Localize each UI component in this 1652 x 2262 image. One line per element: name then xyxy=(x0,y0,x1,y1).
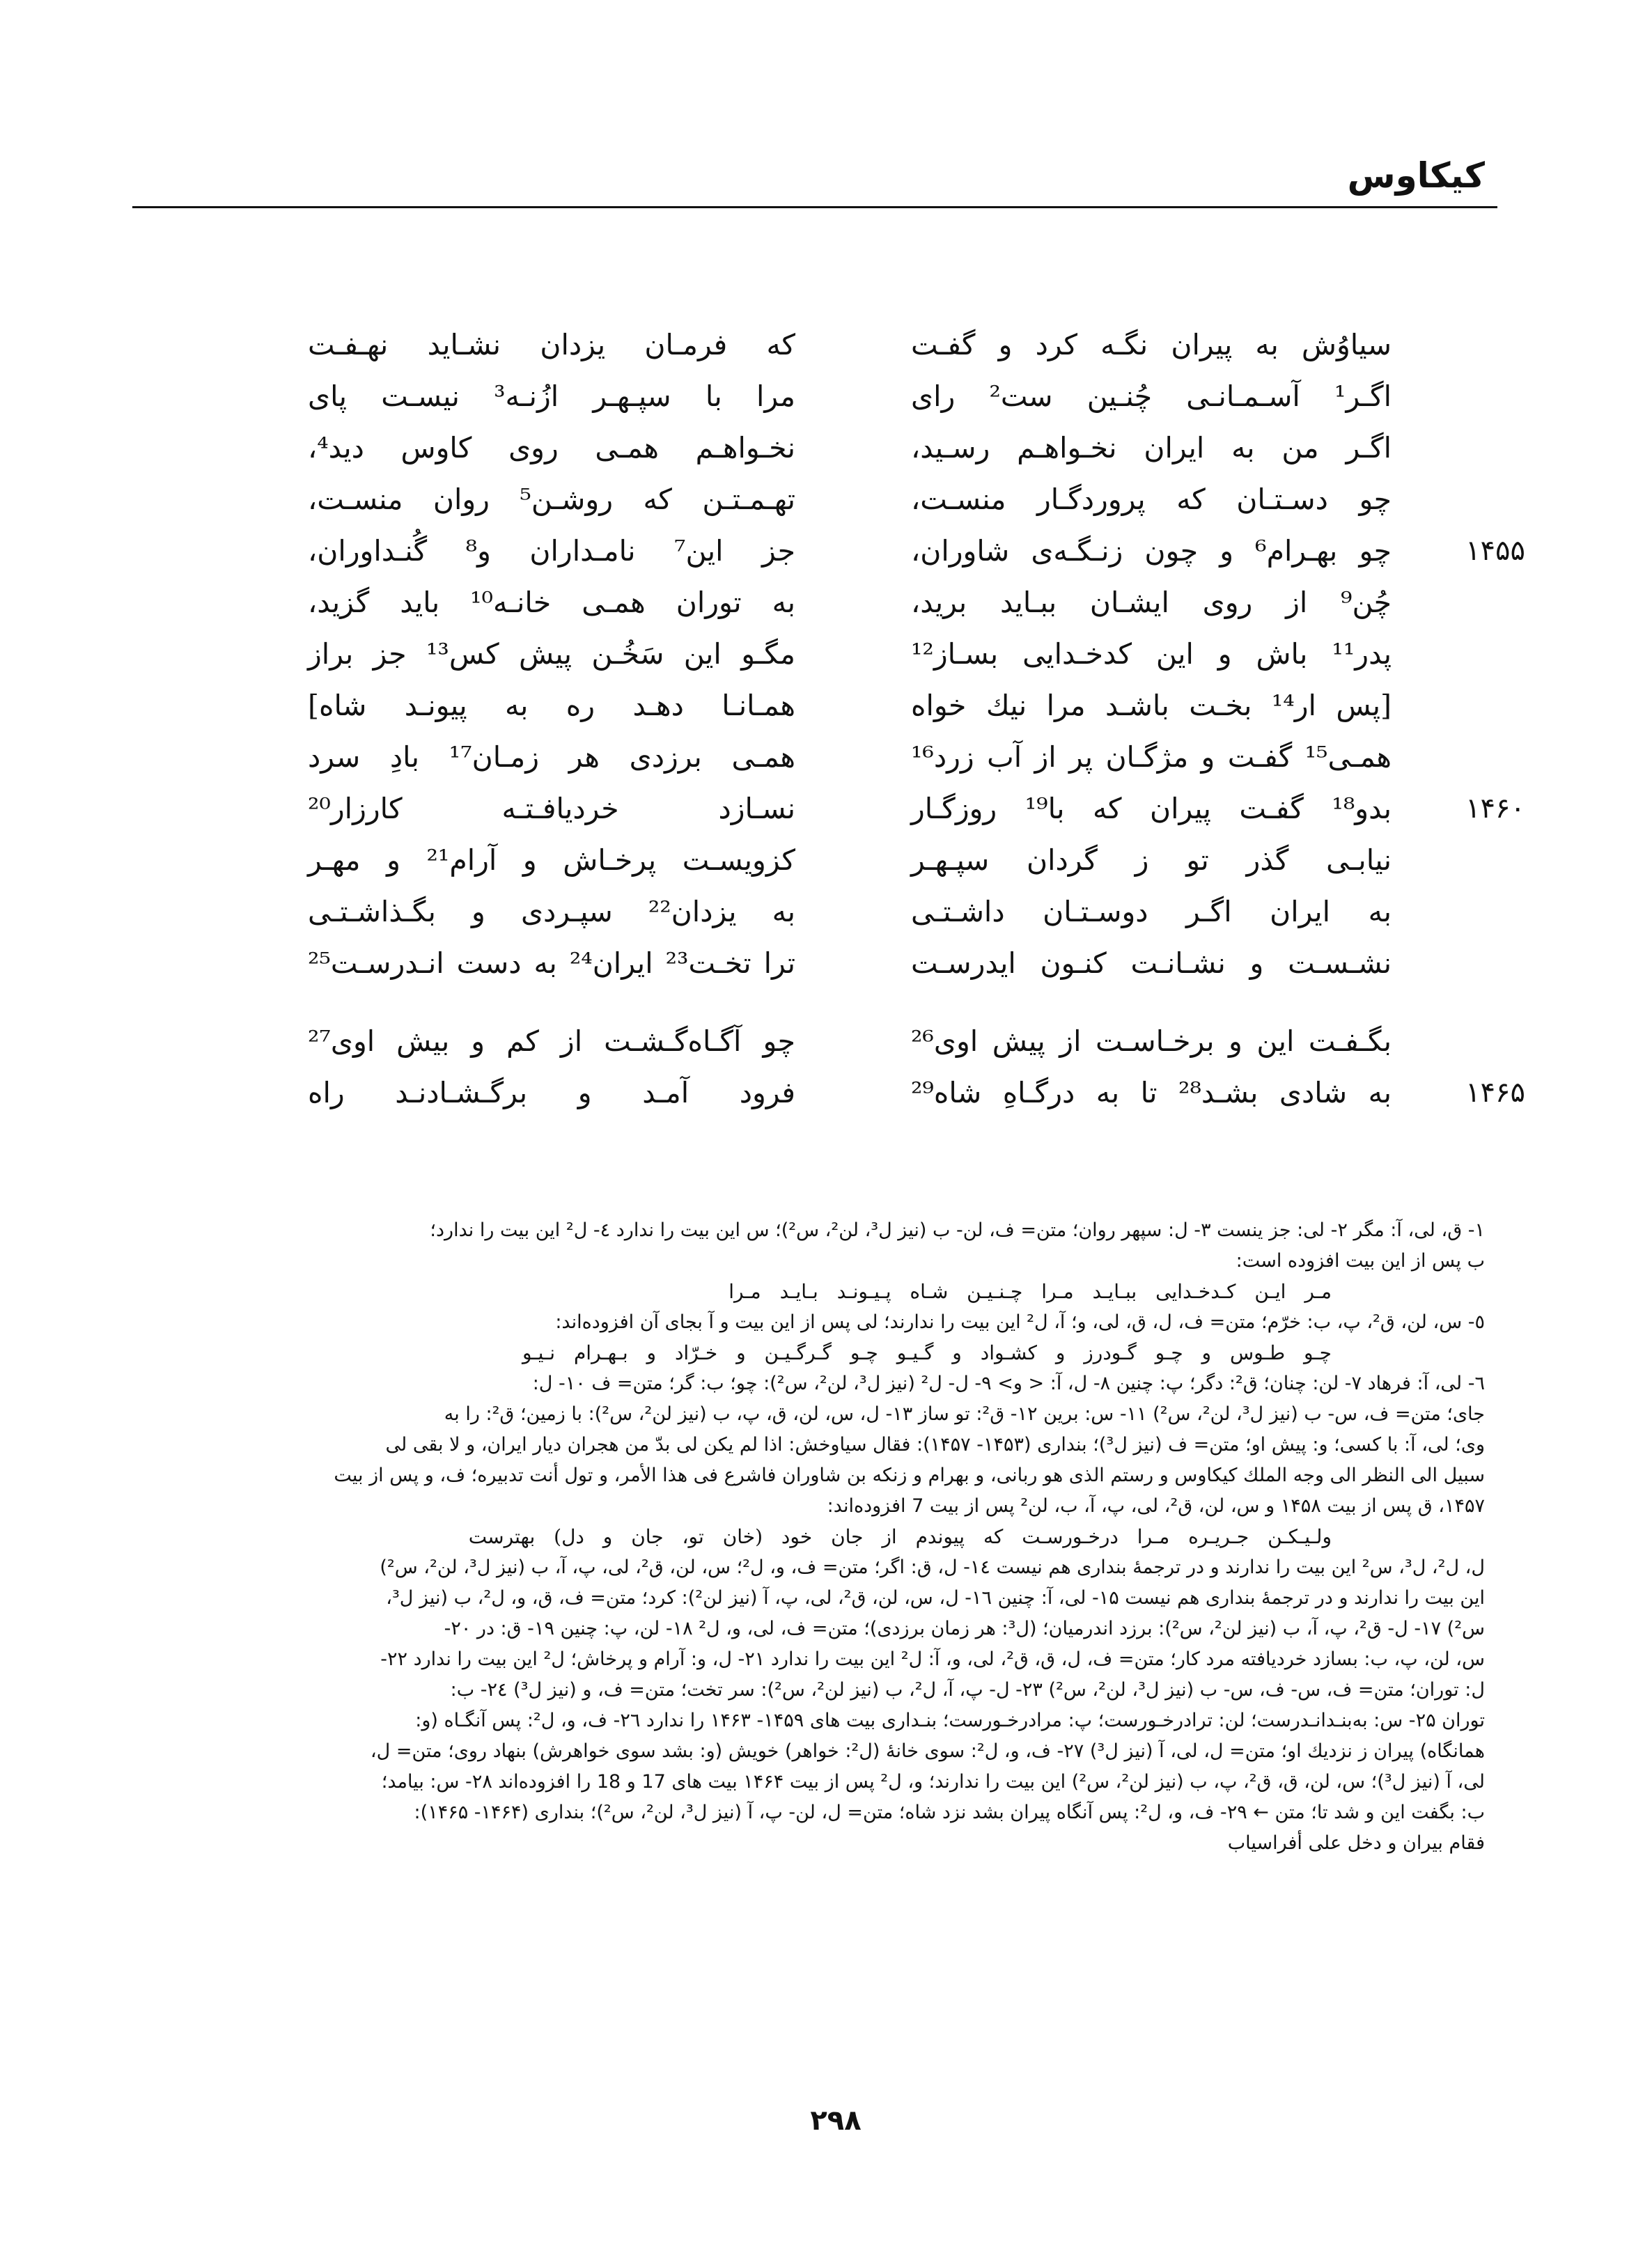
footnote-line: ب پس از این بیت افزوده است: xyxy=(1236,1250,1485,1272)
verse-line-number xyxy=(1428,733,1525,781)
hemistich-left: تهـمـتـن که روشـن⁵ روان منسـت، xyxy=(308,483,796,516)
hemistich-right: نیابـی گذر تو ز گردان سپـهـر xyxy=(911,843,1392,877)
running-title: کیکاوس xyxy=(1347,155,1485,196)
hemistich-left: همـی برزدی هر زمـان¹⁷ بادِ سرد xyxy=(308,740,795,774)
verse-line-number xyxy=(1428,1017,1525,1066)
footnote-line: ۱۴۵۷، ق پس از بیت ۱۴۵۸ و س، لن، ق²، لی، پ، آ، ب، لن² پس از بیت 7 افزوده‌اند: xyxy=(827,1495,1485,1517)
verse-row xyxy=(0,578,1652,627)
verse-line-number xyxy=(1428,681,1525,730)
verse-line-number xyxy=(1428,887,1525,936)
verse-row xyxy=(0,784,1652,833)
hemistich-right: چو بهـرام⁶ و چون زنـگـه‌ی شاوران، xyxy=(911,534,1392,568)
verse-row xyxy=(0,939,1652,988)
footnote-line: ل، ل²، ل³، س² این بیت را ندارند و در ترجمهٔ بنداری هم نیست ١٤- ل، ق: اگر؛ متن= ف، و، ل²؛ س، لن، ق²، لی، پ، آ، ب (نیز ل³، لن²، س²) xyxy=(380,1557,1485,1578)
footnote-line: همانگاه) پیران ز نزدیك او؛ متن= ل، لی، آ (نیز ل³) ۲۷- ف، و، ل²: سوی خانهٔ (ل²: خواهر) خویش (و: بشد سوی خواهرش) بنهاد روی؛ متن= ل، xyxy=(370,1740,1485,1762)
verse-row xyxy=(0,836,1652,884)
hemistich-right: چُن⁹ از روی ایشـان ببـاید برید، xyxy=(911,586,1392,619)
verse-line-number xyxy=(1428,939,1525,988)
verse-row xyxy=(0,423,1652,472)
footnote-line: وی؛ لی، آ: با کسی؛ و: پیش او؛ متن= ف (نیز ل³)؛ بنداری (۱۴۵۳- ۱۴۵۷): فقال سیاوخش: اذا لم یکن لی بدّ من هجران دیار ایران، و لا بقی لی xyxy=(385,1434,1485,1456)
verse-row xyxy=(0,887,1652,936)
verse-line-number xyxy=(1428,372,1525,421)
hemistich-right: نشـسـت و نشـانـت کنـون ایدرسـت xyxy=(911,946,1392,980)
hemistich-left: همـانـا دهـد ره به پیونـد شاه] xyxy=(308,689,795,722)
hemistich-right: چو دسـتـان که پروردگـار منسـت، xyxy=(911,483,1392,516)
hemistich-right: به شادی بشـد²⁸ تا به درگـاهِ شاه²⁹ xyxy=(911,1076,1392,1109)
verse-line-number: ۱۴۵۵ xyxy=(1465,535,1525,567)
critical-apparatus-footnotes xyxy=(139,1215,1485,1859)
footnote-line: ۱- ق، لی، آ: مگر ۲- لی: جز ینست ۳- ل: سپهر روان؛ متن= ف، لن- ب (نیز ل³، لن²، س²)؛ س این بیت را ندارد ٤- ل² این بیت را ندارد؛ xyxy=(430,1219,1485,1241)
poem-body xyxy=(0,320,1652,1142)
verse-line-number xyxy=(1428,475,1525,524)
footnote-line: فقام بیران و دخل علی أفراسیاب xyxy=(1227,1832,1485,1854)
hemistich-left: فرود آمـد و برگـشـادنـد راه xyxy=(308,1076,795,1109)
hemistich-right: همـی¹⁵ گفـت و مژگـان پر از آب زرد¹⁶ xyxy=(911,740,1392,774)
hemistich-left: نخـواهـم همـی روی کاوس دید⁴، xyxy=(308,431,795,465)
verse-row xyxy=(0,1068,1652,1117)
verse-line-number: ۱۴۶۵ xyxy=(1465,1077,1525,1109)
footnote-line: ٦- لی، آ: فرهاد ۷- لن: چنان؛ ق²: دگر؛ پ: چنین ۸- ل، آ: < و> ۹- ل- ل² (نیز ل³، لن²، س²): چو؛ ب: گر؛ متن= ف ۱۰- ل: xyxy=(532,1373,1485,1394)
footnote-line: توران ۲۵- س: به‌بنـدانـدرست؛ لن: ترادرخـورست؛ پ: مرادرخـورست؛ بنـداری بیت های ۱۴۵۹- ۱۴۶۳ را ندارد ٢٦- ف، و، ل²: پس آنگـاه (و: xyxy=(415,1710,1485,1731)
hemistich-left: جز این⁷ نامـداران و⁸ گُنـداوران، xyxy=(308,534,795,568)
footnote-line: لی، آ (نیز ل³)؛ س، لن، ق، ق²، پ، ب (نیز لن²، س²) این بیت را ندارند؛ و، ل² پس از بیت ۱۴۶۴ بیت های 17 و 18 را افزوده‌اند ۲۸- س: بیامد؛ xyxy=(381,1771,1485,1793)
hemistich-right: بگـفـت این و برخـاسـت از پیش اوی²⁶ xyxy=(911,1024,1392,1058)
verse-row xyxy=(0,475,1652,524)
footnote-variant-verse: چـو طـوس و چـو گـودرز و کشـواد و گـیـو چـو گـرگـیـن و خـرّاد و بـهـرام نـیـو xyxy=(522,1341,1332,1364)
footnote-line: سبیل الی النظر الی وجه الملك کیکاوس و رستم الذی هو ربانی، و بهرام و زنکه بن شاوران فاشرع فی هذا الأمر، و تول أنت تدبیره؛ ف، و پس از بیت xyxy=(334,1465,1485,1486)
footnote-line: این بیت را ندارند و در ترجمهٔ بنداری هم نیست ۱۵- لی، آ: چنین ١٦- ل، س، لن، ق²، لی، پ، آ (نیز لن²): کرد؛ متن= ف، ق، و، ل²، ب (نیز ل³، xyxy=(386,1587,1485,1609)
verse-line-number xyxy=(1428,630,1525,678)
verse-row xyxy=(0,681,1652,730)
hemistich-left: چو آگـاه‌گـشـت از کم و بیش اوی²⁷ xyxy=(308,1024,795,1058)
footnote-line: جای؛ متن= ف، س- ب (نیز ل³، لن²، س²) ۱۱- س: برین ۱۲- ق²: تو ساز ۱۳- ل، س، لن، ق، پ، ب (نیز لن²، س²): با زمین؛ ق²: را به xyxy=(444,1403,1485,1425)
hemistich-right: [پس ار¹⁴ بخـت باشـد مرا نیك خواه xyxy=(911,689,1392,722)
hemistich-right: سیاوُش به پیران نگـه کرد و گفـت xyxy=(911,328,1392,361)
footnote-line: ل: توران؛ متن= ف، س- ف، س- ب (نیز ل³، لن²، س²) ۲۳- ل- پ، آ، ل²، ب (نیز لن²، س²): سر تخت؛ متن= ف، و (نیز ل³) ٢٤- ب: xyxy=(450,1679,1485,1701)
footnote-line: ب: بگفت این و شد تا؛ متن ← ۲۹- ف، و، ل²: پس آنگاه پیران بشد نزد شاه؛ متن= ل، لن- پ، آ (نیز ل³، لن²، س²)؛ بنداری (۱۴۶۴- ۱۴۶۵): xyxy=(414,1802,1485,1823)
hemistich-left: نسـازد خردیافـتـه کارزار²⁰ xyxy=(308,792,795,825)
verse-row xyxy=(0,320,1652,369)
verse-line-number xyxy=(1428,320,1525,369)
hemistich-right: اگـر من به ایران نخـواهـم رسـید، xyxy=(911,431,1392,465)
hemistich-right: بدو¹⁸ گفـت پیران که با¹⁹ روزگـار xyxy=(911,792,1392,825)
verse-line-number: ۱۴۶۰ xyxy=(1465,793,1525,825)
verse-line-number xyxy=(1428,578,1525,627)
footnote-variant-verse: مـر ایـن کـدخـدایی ببـایـد مـرا چـنـیـن شـاه پـیـونـد بـایـد مـرا xyxy=(728,1280,1332,1303)
verse-line-number xyxy=(1428,423,1525,472)
verse-row xyxy=(0,630,1652,678)
hemistich-left: مرا با سپـهـر ازُنـه³ نیسـت پای xyxy=(308,380,795,413)
hemistich-left: ترا تخـت²³ ایران²⁴ به دست انـدرسـت²⁵ xyxy=(308,946,796,980)
footnote-line: س²) ۱۷- ل- ق²، پ، آ، ب (نیز لن²، س²): برزد اندرمیان؛ (ل³: هر زمان برزدی)؛ متن= ف، لی، و، ل² ۱۸- لن، پ: چنین ۱۹- ق: در ۲۰- xyxy=(444,1618,1485,1639)
footnote-variant-verse: ولـیـکـن جـریـره مـرا درخـورسـت که پیوندم از جان خود (خان تو، جان و دل) بهترست xyxy=(468,1525,1332,1548)
hemistich-right: اگـر¹ آسـمـانـی چُنـین ست² رای xyxy=(911,380,1392,413)
page-number: ۲۹۸ xyxy=(810,2105,862,2137)
hemistich-left: به توران همـی خانـه¹⁰ باید گزید، xyxy=(308,586,795,619)
footnote-line: س، لن، پ، ب: بسازد خردیافته مرد کار؛ متن= ف، ل، ق، ق²، لی، و، آ: ل² این بیت را ندارد ۲۱- ل، و: آرام و پرخاش؛ ل² این بیت را ندارد ۲۲- xyxy=(380,1648,1485,1670)
verse-row xyxy=(0,372,1652,421)
verse-row xyxy=(0,1017,1652,1066)
header-rule xyxy=(132,206,1497,208)
hemistich-left: مگـو این سَخُـن پیش کس¹³ جز براز xyxy=(308,637,795,671)
hemistich-left: که فرمـان یزدان نشـاید نهـفـت xyxy=(308,328,795,361)
hemistich-right: پدر¹¹ باش و این کدخـدایی بسـاز¹² xyxy=(911,637,1392,671)
hemistich-right: به ایران اگـر دوسـتـان داشـتـی xyxy=(911,895,1392,928)
footnote-line: ٥- س، لن، ق²، پ، ب: خرّم؛ متن= ف، ل، ق، لی، و؛ آ، ل² این بیت را ندارند؛ لی پس از این بیت و آ بجای آن افزوده‌اند: xyxy=(555,1311,1485,1333)
verse-row xyxy=(0,733,1652,781)
verse-row xyxy=(0,526,1652,575)
hemistich-left: کزویسـت پرخـاش و آرام²¹ و مهـر xyxy=(308,843,795,877)
verse-line-number xyxy=(1428,836,1525,884)
hemistich-left: به یزدان²² سپـردی و بگـذاشـتـی xyxy=(308,895,796,928)
